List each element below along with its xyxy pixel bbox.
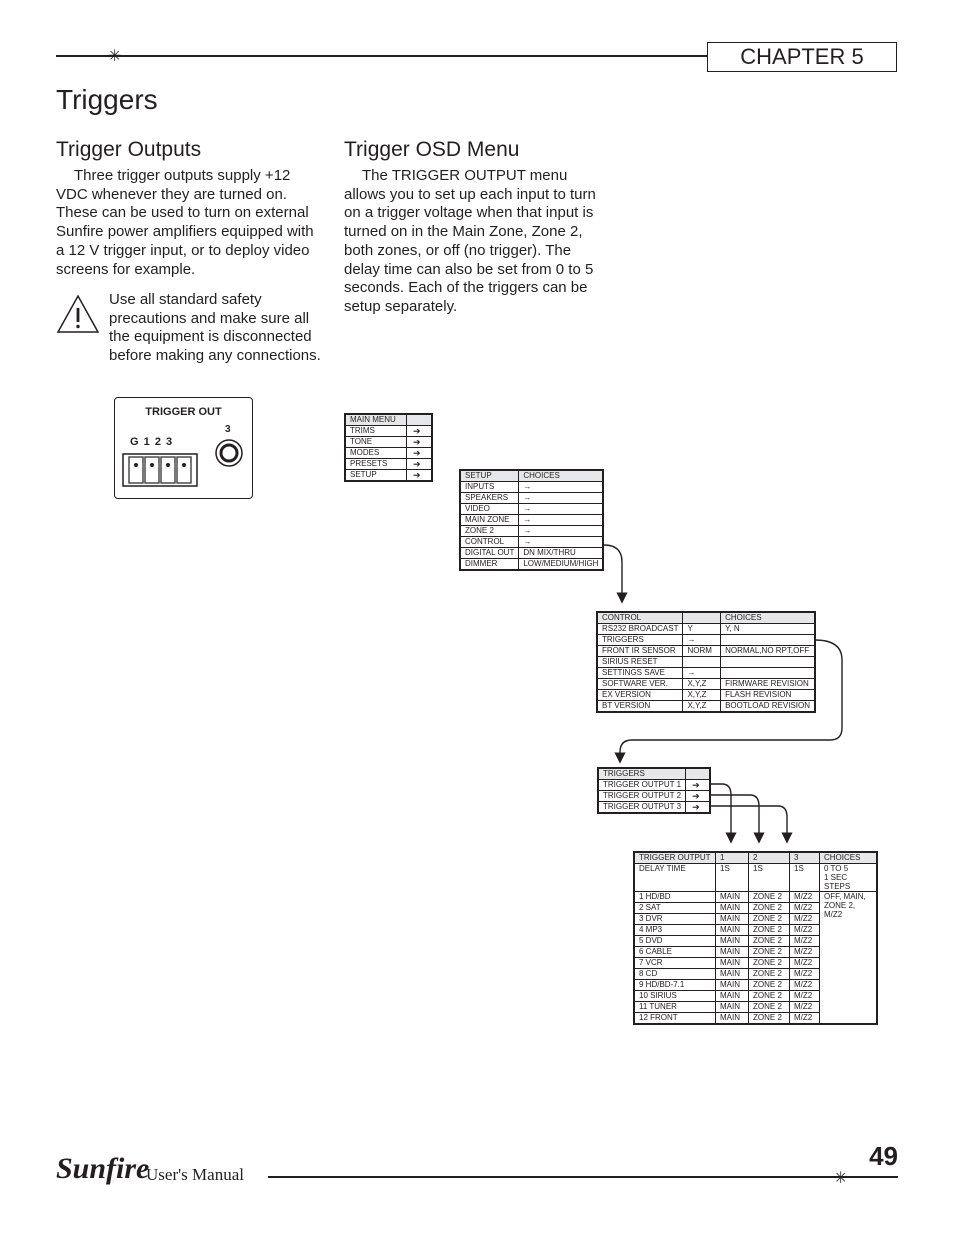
arrow-right-icon: ➔ bbox=[686, 791, 710, 802]
input-row-c1: MAIN bbox=[716, 980, 749, 991]
trigger-osd-heading: Trigger OSD Menu bbox=[344, 138, 520, 161]
footer-rule bbox=[268, 1176, 898, 1178]
control-row-choices: NORMAL,NO RPT,OFF bbox=[721, 646, 815, 657]
control-row-value: → bbox=[683, 635, 721, 646]
trigger-col-2-header: 2 bbox=[749, 853, 790, 864]
main-menu-header: MAIN MENU bbox=[346, 415, 407, 426]
terminal-label-2: 2 bbox=[154, 436, 161, 448]
setup-row-label: DIMMER bbox=[461, 559, 519, 570]
input-row-c1: MAIN bbox=[716, 991, 749, 1002]
input-row-c3: M/Z2 bbox=[790, 958, 820, 969]
input-row-c2: ZONE 2 bbox=[749, 1013, 790, 1024]
input-row-label: 9 HD/BD-7.1 bbox=[635, 980, 716, 991]
delay-time-c2: 1S bbox=[749, 864, 790, 892]
input-row-label: 12 FRONT bbox=[635, 1013, 716, 1024]
control-row-label: TRIGGERS bbox=[598, 635, 683, 646]
input-row-c1: MAIN bbox=[716, 903, 749, 914]
trigger-output-menu-box bbox=[633, 851, 878, 1025]
zone-choices: OFF, MAIN, ZONE 2, M/Z2 bbox=[820, 892, 877, 1024]
menu-item-tone: TONE bbox=[346, 437, 407, 448]
trigger-choices-header: CHOICES bbox=[820, 853, 877, 864]
arrow-right-icon: ➔ bbox=[407, 470, 432, 481]
control-row-value: X,Y,Z bbox=[683, 701, 721, 712]
input-row-c1: MAIN bbox=[716, 969, 749, 980]
control-row-label: RS232 BROADCAST bbox=[598, 624, 683, 635]
trigger-osd-paragraph: The TRIGGER OUTPUT menu allows you to set up each input to turn on a trigger voltage when that input is turned on in the Main Zone, Zone 2, both zones, or off (no trigger). The delay time can also be set from 0 to 5 seconds. Each of the triggers can be setup separately. bbox=[344, 167, 596, 315]
arrow-right-icon: ➔ bbox=[686, 802, 710, 813]
control-choices-header: CHOICES bbox=[721, 613, 815, 624]
brand-logo: Sunfire bbox=[56, 1152, 150, 1185]
arrow-right-icon: ➔ bbox=[407, 448, 432, 459]
arrow-right-icon: ➔ bbox=[686, 780, 710, 791]
input-row-c3: M/Z2 bbox=[790, 914, 820, 925]
chapter-label: CHAPTER 5 bbox=[707, 42, 897, 72]
input-row-c3: M/Z2 bbox=[790, 947, 820, 958]
trigger-output-3-item: TRIGGER OUTPUT 3 bbox=[599, 802, 686, 813]
input-row-c1: MAIN bbox=[716, 914, 749, 925]
triggers-menu-header: TRIGGERS bbox=[599, 769, 686, 780]
input-row-c2: ZONE 2 bbox=[749, 936, 790, 947]
trigger-col-1-header: 1 bbox=[716, 853, 749, 864]
control-row-choices: FLASH REVISION bbox=[721, 690, 815, 701]
caution-paragraph: Use all standard safety precautions and make sure all the equipment is disconnected before making any connections. bbox=[109, 291, 321, 365]
trigger-output-1-item: TRIGGER OUTPUT 1 bbox=[599, 780, 686, 791]
input-row-c2: ZONE 2 bbox=[749, 914, 790, 925]
page-title: Triggers bbox=[56, 84, 158, 115]
control-row-label: SIRIUS RESET bbox=[598, 657, 683, 668]
input-row-c3: M/Z2 bbox=[790, 925, 820, 936]
input-row-c3: M/Z2 bbox=[790, 969, 820, 980]
triggers-menu-box bbox=[597, 767, 711, 814]
input-row-c3: M/Z2 bbox=[790, 1013, 820, 1024]
control-row-label: SOFTWARE VER. bbox=[598, 679, 683, 690]
setup-row-label: MAIN ZONE bbox=[461, 515, 519, 526]
trigger-jack-icon bbox=[214, 438, 244, 468]
caution-triangle-icon bbox=[56, 294, 100, 334]
control-row-value: X,Y,Z bbox=[683, 690, 721, 701]
input-row-label: 5 DVD bbox=[635, 936, 716, 947]
control-row-label: SETTINGS SAVE bbox=[598, 668, 683, 679]
control-menu-header: CONTROL bbox=[598, 613, 683, 624]
trigger-osd-text bbox=[344, 167, 606, 317]
arrow-right-icon: ➔ bbox=[407, 426, 432, 437]
input-row-c1: MAIN bbox=[716, 1013, 749, 1024]
panel-terminal-labels bbox=[130, 436, 172, 448]
control-menu-box bbox=[596, 611, 816, 713]
menu-item-modes: MODES bbox=[346, 448, 407, 459]
delay-time-choices: 0 TO 5 1 SEC STEPS bbox=[820, 864, 877, 892]
input-row-c3: M/Z2 bbox=[790, 936, 820, 947]
control-row-value: Y bbox=[683, 624, 721, 635]
input-row-label: 2 SAT bbox=[635, 903, 716, 914]
input-row-label: 4 MP3 bbox=[635, 925, 716, 936]
delay-time-label: DELAY TIME bbox=[635, 864, 716, 892]
control-row-choices: FIRMWARE REVISION bbox=[721, 679, 815, 690]
manual-label: User's Manual bbox=[146, 1165, 244, 1184]
setup-menu-header: SETUP bbox=[461, 471, 519, 482]
setup-choices-header: CHOICES bbox=[519, 471, 603, 482]
page-number: 49 bbox=[869, 1141, 898, 1171]
trigger-out-panel bbox=[114, 397, 253, 499]
arrow-right-icon: ➔ bbox=[407, 459, 432, 470]
setup-row-label: ZONE 2 bbox=[461, 526, 519, 537]
control-row-label: BT VERSION bbox=[598, 701, 683, 712]
input-row-c1: MAIN bbox=[716, 892, 749, 903]
input-row-c2: ZONE 2 bbox=[749, 892, 790, 903]
setup-row-value: → bbox=[519, 482, 603, 493]
input-row-c2: ZONE 2 bbox=[749, 958, 790, 969]
panel-jack-label: 3 bbox=[225, 424, 231, 435]
star-ornament-icon: ✳ bbox=[108, 46, 122, 65]
trigger-col-3-header: 3 bbox=[790, 853, 820, 864]
input-row-label: 10 SIRIUS bbox=[635, 991, 716, 1002]
setup-row-value: → bbox=[519, 493, 603, 504]
delay-time-c1: 1S bbox=[716, 864, 749, 892]
star-ornament-icon: ✳ bbox=[834, 1168, 848, 1187]
setup-row-label: DIGITAL OUT bbox=[461, 548, 519, 559]
control-row-label: EX VERSION bbox=[598, 690, 683, 701]
setup-row-label: VIDEO bbox=[461, 504, 519, 515]
input-row-c3: M/Z2 bbox=[790, 1002, 820, 1013]
control-row-choices bbox=[721, 635, 815, 646]
setup-row-value: → bbox=[519, 515, 603, 526]
input-row-c2: ZONE 2 bbox=[749, 969, 790, 980]
setup-row-value: LOW/MEDIUM/HIGH bbox=[519, 559, 603, 570]
control-row-value: X,Y,Z bbox=[683, 679, 721, 690]
input-row-c3: M/Z2 bbox=[790, 980, 820, 991]
input-row-c3: M/Z2 bbox=[790, 903, 820, 914]
main-menu-box bbox=[344, 413, 433, 482]
input-row-c1: MAIN bbox=[716, 1002, 749, 1013]
input-row-label: 3 DVR bbox=[635, 914, 716, 925]
setup-menu-box bbox=[459, 469, 604, 571]
trigger-outputs-heading: Trigger Outputs bbox=[56, 138, 202, 161]
trigger-output-header: TRIGGER OUTPUT bbox=[635, 853, 716, 864]
trigger-outputs-text bbox=[56, 167, 324, 279]
control-row-choices: Y, N bbox=[721, 624, 815, 635]
input-row-c1: MAIN bbox=[716, 925, 749, 936]
setup-row-value: DN MIX/THRU bbox=[519, 548, 603, 559]
delay-time-c3: 1S bbox=[790, 864, 820, 892]
input-row-label: 1 HD/BD bbox=[635, 892, 716, 903]
input-row-c3: M/Z2 bbox=[790, 991, 820, 1002]
input-row-c2: ZONE 2 bbox=[749, 980, 790, 991]
control-row-value: → bbox=[683, 668, 721, 679]
terminal-label-3: 3 bbox=[166, 436, 173, 448]
input-row-c2: ZONE 2 bbox=[749, 903, 790, 914]
header-rule bbox=[56, 55, 707, 57]
input-row-c2: ZONE 2 bbox=[749, 991, 790, 1002]
input-row-c1: MAIN bbox=[716, 936, 749, 947]
input-row-c1: MAIN bbox=[716, 958, 749, 969]
terminal-label-g: G bbox=[130, 436, 139, 448]
arrow-right-icon: ➔ bbox=[407, 437, 432, 448]
input-row-label: 8 CD bbox=[635, 969, 716, 980]
control-row-label: FRONT IR SENSOR bbox=[598, 646, 683, 657]
caution-text bbox=[109, 291, 325, 366]
terminal-label-1: 1 bbox=[143, 436, 150, 448]
setup-row-value: → bbox=[519, 537, 603, 548]
input-row-c3: M/Z2 bbox=[790, 892, 820, 903]
input-row-c2: ZONE 2 bbox=[749, 1002, 790, 1013]
setup-row-label: SPEAKERS bbox=[461, 493, 519, 504]
control-row-choices bbox=[721, 668, 815, 679]
control-row-choices: BOOTLOAD REVISION bbox=[721, 701, 815, 712]
control-row-value bbox=[683, 657, 721, 668]
input-row-label: 6 CABLE bbox=[635, 947, 716, 958]
trigger-output-2-item: TRIGGER OUTPUT 2 bbox=[599, 791, 686, 802]
setup-row-label: CONTROL bbox=[461, 537, 519, 548]
trigger-outputs-paragraph: Three trigger outputs supply +12 VDC whenever they are turned on. These can be used to turn on external Sunfire power amplifiers equipped with a 12 V trigger input, or to deploy video screens for example. bbox=[56, 167, 314, 278]
control-row-choices bbox=[721, 657, 815, 668]
panel-label: TRIGGER OUT bbox=[145, 406, 222, 418]
menu-item-setup: SETUP bbox=[346, 470, 407, 481]
input-row-c2: ZONE 2 bbox=[749, 925, 790, 936]
input-row-label: 11 TUNER bbox=[635, 1002, 716, 1013]
menu-item-presets: PRESETS bbox=[346, 459, 407, 470]
setup-row-value: → bbox=[519, 504, 603, 515]
menu-item-trims: TRIMS bbox=[346, 426, 407, 437]
input-row-c2: ZONE 2 bbox=[749, 947, 790, 958]
setup-row-value: → bbox=[519, 526, 603, 537]
input-row-c1: MAIN bbox=[716, 947, 749, 958]
control-row-value: NORM bbox=[683, 646, 721, 657]
setup-row-label: INPUTS bbox=[461, 482, 519, 493]
terminal-block-icon bbox=[121, 452, 201, 488]
input-row-label: 7 VCR bbox=[635, 958, 716, 969]
